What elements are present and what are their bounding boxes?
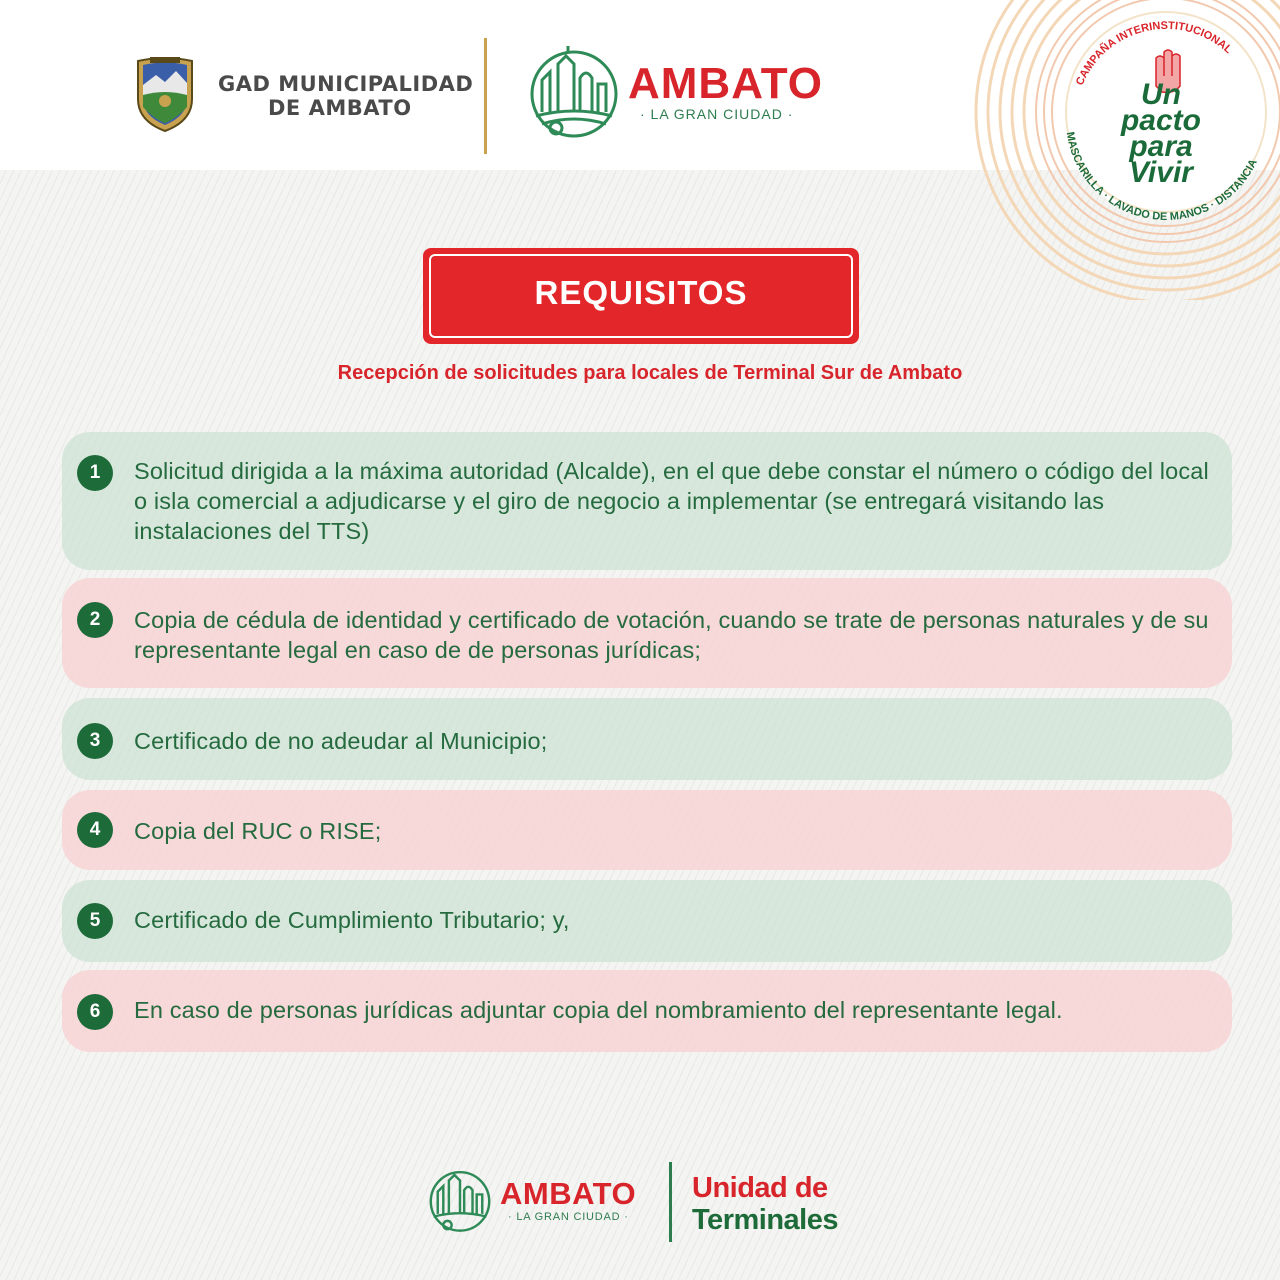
footer-divider — [669, 1162, 672, 1242]
ambato-city-icon — [428, 1162, 492, 1238]
requirement-number-badge: 2 — [77, 602, 113, 638]
requirement-card — [62, 578, 1232, 688]
footer-ambato-tagline: · LA GRAN CIUDAD · — [508, 1211, 629, 1223]
gad-coat-of-arms-icon — [134, 55, 196, 133]
gad-name-line2: DE AMBATO — [268, 96, 412, 120]
requirement-card — [62, 432, 1232, 570]
requirement-number-badge: 3 — [77, 723, 113, 759]
requirement-number-badge: 5 — [77, 903, 113, 939]
ambato-logo-word: AMBATO — [628, 59, 824, 108]
footer-unit-line1: Unidad de — [692, 1172, 828, 1204]
campaign-top-arc: CAMPAÑA INTERINSTITUCIONAL — [1073, 19, 1235, 88]
requirement-card — [62, 698, 1232, 780]
requirement-text: Copia del RUC o RISE; — [134, 818, 382, 844]
requirement-text: En caso de personas jurídicas adjuntar copia del nombramiento del representante legal. — [134, 997, 1063, 1023]
requirement-card — [62, 880, 1232, 962]
page-subtitle: Recepción de solicitudes para locales de Terminal Sur de Ambato — [337, 362, 963, 384]
requirement-text: Copia de cédula de identidad y certificado de votación, cuando se trate de personas naturales y de su representante legal en caso de de personas jurídicas; — [134, 607, 1209, 663]
campaign-slogan-line: pacto — [1120, 104, 1201, 137]
page-title: REQUISITOS — [534, 274, 748, 311]
gad-name-line1: GAD MUNICIPALIDAD — [218, 72, 474, 96]
header-divider — [484, 38, 487, 154]
title-banner — [423, 248, 859, 344]
ambato-logo-tagline: · LA GRAN CIUDAD · — [640, 106, 794, 122]
requirement-text: Solicitud dirigida a la máxima autoridad (Alcalde), en el que debe constar el número o código del local o isla comercial a adjudicarse y el giro de negocio a implementar (se entregará visitando las instalaciones del TTS) — [134, 458, 1209, 544]
requirement-number-badge: 4 — [77, 812, 113, 848]
requirement-text: Certificado de no adeudar al Municipio; — [134, 728, 548, 754]
requirement-card — [62, 970, 1232, 1052]
footer-unit-line2: Terminales — [692, 1204, 838, 1236]
requirement-number-badge: 6 — [77, 994, 113, 1030]
campaign-slogan — [1106, 78, 1216, 189]
requirement-card — [62, 790, 1232, 870]
campaign-slogan-line: Un — [1141, 78, 1181, 111]
footer-ambato-word: AMBATO — [500, 1176, 637, 1211]
campaign-slogan-line: para — [1129, 130, 1193, 163]
requirement-number-badge: 1 — [77, 455, 113, 491]
requirement-text: Certificado de Cumplimiento Tributario; y, — [134, 907, 570, 933]
ambato-city-icon — [528, 42, 620, 142]
campaign-slogan-line: Vivir — [1129, 156, 1193, 189]
gad-name — [218, 72, 474, 120]
campaign-bottom-arc: MASCARILLA · LAVADO DE MANOS · DISTANCIA — [1063, 130, 1260, 224]
